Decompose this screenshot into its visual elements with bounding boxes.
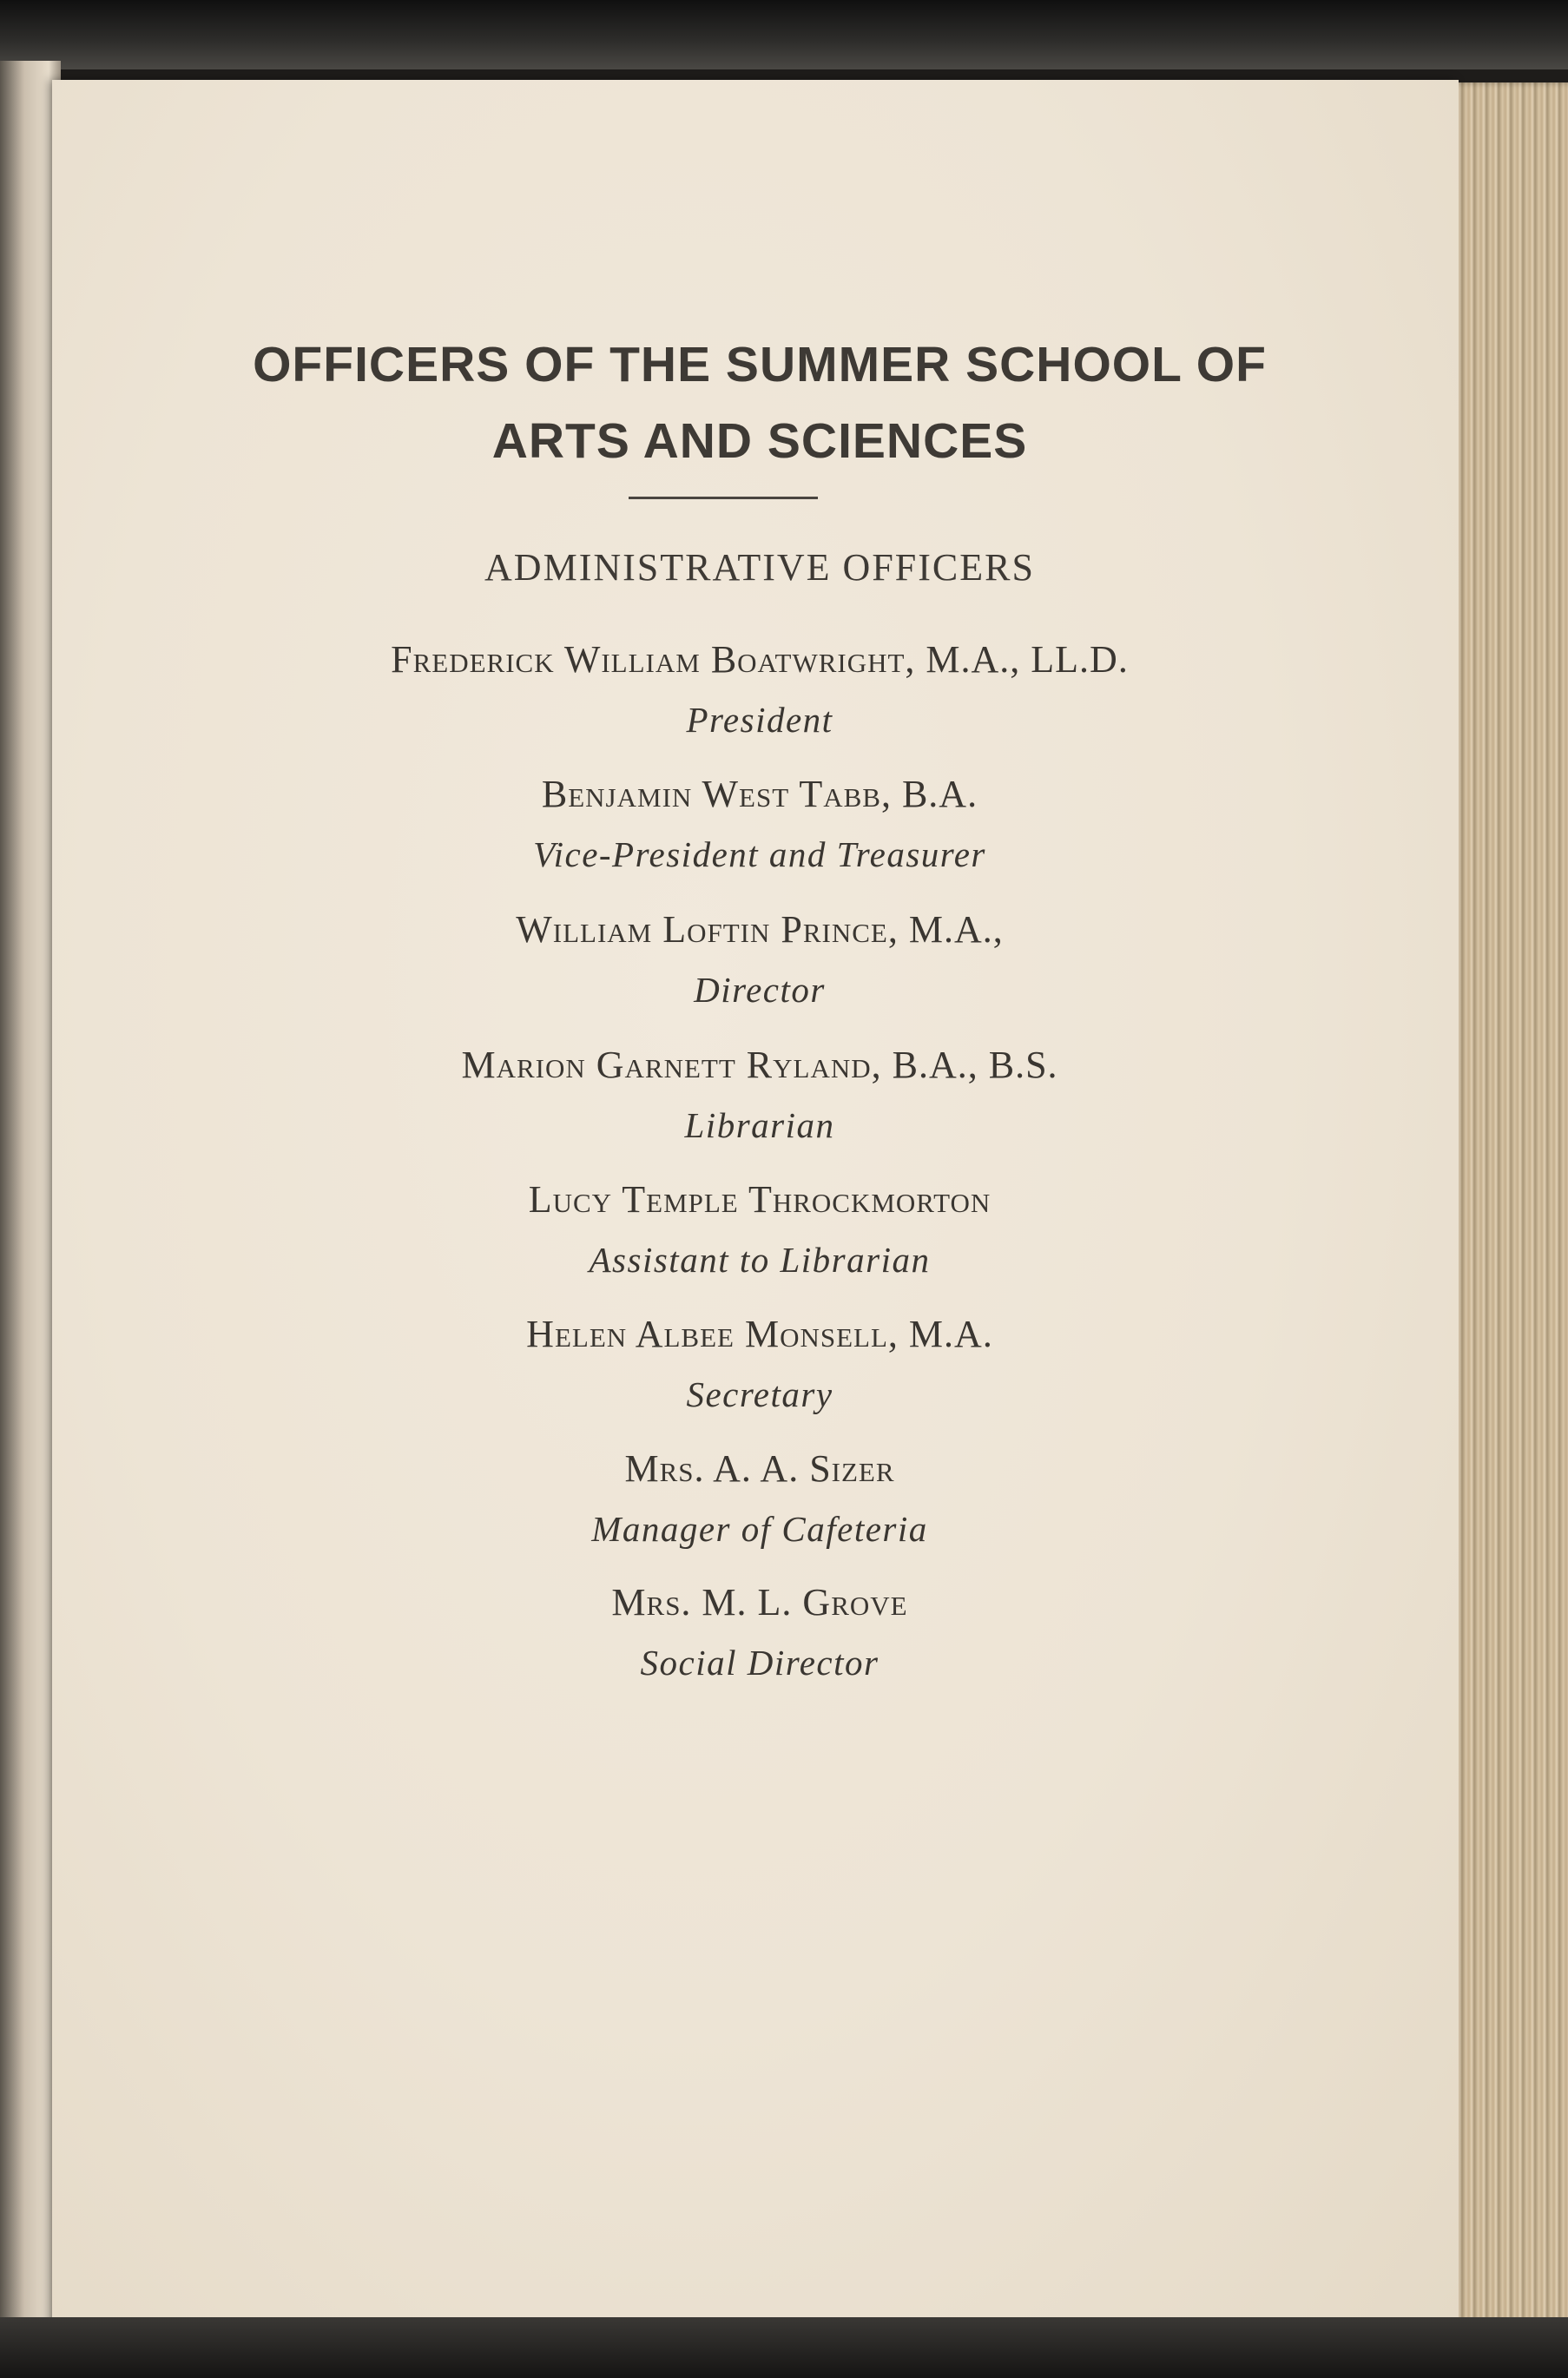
- page-title-line-1: OFFICERS OF THE SUMMER SCHOOL OF: [253, 337, 1267, 392]
- officer-entry: [139, 1447, 1380, 1549]
- officer-name: Benjamin West Tabb, B.A.: [541, 773, 978, 815]
- scan-top-edge: [0, 0, 1568, 69]
- officer-name: Mrs. M. L. Grove: [611, 1581, 908, 1624]
- officer-name: Marion Garnett Ryland, B.A., B.S.: [461, 1044, 1058, 1086]
- book-page: [52, 80, 1459, 2329]
- officer-role: Assistant to Librarian: [589, 1240, 931, 1280]
- page-title-line-2: ARTS AND SCIENCES: [491, 413, 1028, 469]
- officer-role: Librarian: [684, 1105, 835, 1145]
- scan-bottom-edge: [0, 2317, 1568, 2378]
- officer-role: Director: [694, 970, 826, 1010]
- officer-name: William Loftin Prince, M.A.,: [516, 908, 1004, 951]
- officer-name: Lucy Temple Throckmorton: [528, 1178, 992, 1221]
- officer-entry: [139, 1046, 1380, 1143]
- page-stack-edges: [1441, 82, 1568, 2340]
- officer-role: Secretary: [686, 1374, 833, 1414]
- officer-entry: [139, 1581, 1380, 1683]
- officer-name: Frederick William Boatwright, M.A., LL.D.: [391, 638, 1129, 681]
- officer-role: Manager of Cafeteria: [591, 1509, 928, 1549]
- officer-entry: [139, 1178, 1380, 1280]
- officer-role: Social Director: [640, 1643, 880, 1683]
- officer-entry: [139, 908, 1380, 1010]
- officer-entry: [139, 638, 1380, 740]
- officer-role: Vice-President and Treasurer: [533, 834, 986, 874]
- officer-name: Helen Albee Monsell, M.A.: [526, 1313, 993, 1355]
- officer-name: Mrs. A. A. Sizer: [624, 1447, 895, 1490]
- officer-entry: [139, 1315, 1380, 1413]
- section-heading: ADMINISTRATIVE OFFICERS: [484, 546, 1035, 589]
- officer-entry: [139, 775, 1380, 873]
- officer-role: President: [686, 700, 833, 740]
- title-divider: [629, 497, 818, 499]
